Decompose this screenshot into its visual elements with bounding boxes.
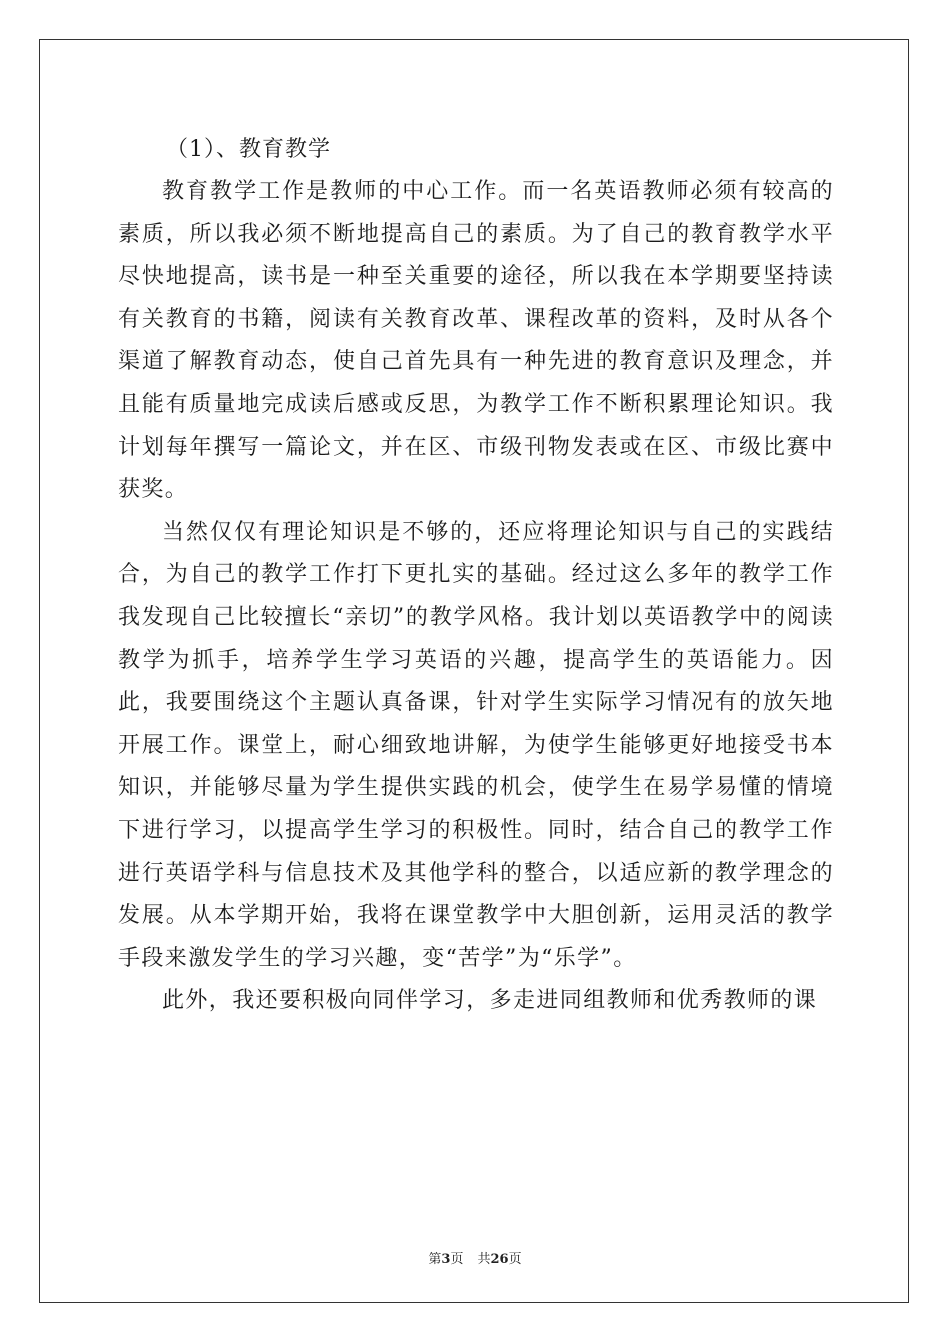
page-suffix: 页 xyxy=(450,1252,464,1267)
total-suffix: 页 xyxy=(508,1252,522,1267)
paragraph-2: 当然仅仅有理论知识是不够的，还应将理论知识与自己的实践结合，为自己的教学工作打下更扎实的基础。经过这么多年的教学工作我发现自己比较擅长“亲切”的教学风格。我计划以英语教学中的阅读教学为抓手，培养学生学习英语的兴趣，提高学生的英语能力。因此，我要围绕这个主题认真备课，针对学生实际学习情况有的放矢地开展工作。课堂上，耐心细致地讲解，为使学生能够更好地接受书本知识，并能够尽量为学生提供实践的机会，使学生在易学易懂的情境下进行学习，以提高学生学习的积极性。同时，结合自己的教学工作进行英语学科与信息技术及其他学科的整合，以适应新的教学理念的发展。从本学期开始，我将在课堂教学中大胆创新，运用灵活的教学手段来激发学生的学习兴趣，变“苦学”为“乐学”。 xyxy=(118,519,834,971)
total-pages: 26 xyxy=(490,1252,509,1267)
page-number: 3 xyxy=(441,1252,451,1267)
total-prefix: 共 xyxy=(477,1252,491,1267)
paragraph-1: 教育教学工作是教师的中心工作。而一名英语教师必须有较高的素质，所以我必须不断地提高自己的素质。为了自己的教育教学水平尽快地提高，读书是一种至关重要的途径，所以我在本学期要坚持读有关教育的书籍，阅读有关教育改革、课程改革的资料，及时从各个渠道了解教育动态，使自己首先具有一种先进的教育意识及理念，并且能有质量地完成读后感或反思，为教学工作不断积累理论知识。我计划每年撰写一篇论文，并在区、市级刊物发表或在区、市级比赛中获奖。 xyxy=(118,179,834,503)
paragraph-3: 此外，我还要积极向同伴学习，多走进同组教师和优秀教师的课 xyxy=(162,988,818,1014)
page-prefix: 第 xyxy=(428,1252,442,1267)
section-heading: （1）、教育教学 xyxy=(166,137,331,162)
page-footer xyxy=(0,1248,950,1267)
document-body xyxy=(118,128,834,1023)
